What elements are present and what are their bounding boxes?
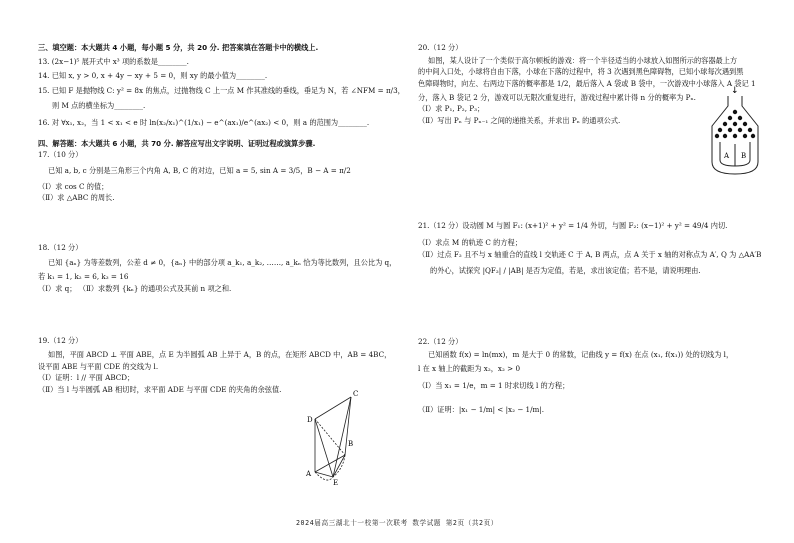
question-19-part1: （Ⅰ）证明：l // 平面 ABCD； bbox=[38, 373, 135, 382]
question-22-header: 22.（12 分） bbox=[418, 337, 463, 346]
question-21-part1: （Ⅰ）求点 M 的轨迹 C 的方程； bbox=[418, 238, 522, 247]
edge-de bbox=[315, 419, 333, 477]
question-22-line2: l 在 x 轴上的截距为 x₂，x₂ > 0 bbox=[418, 364, 521, 373]
section-3-heading: 三、填空题：本大题共 4 小题，每小题 5 分，共 20 分. 把答案填在答题卡中的横线上. bbox=[38, 43, 319, 52]
bag-a-label: A bbox=[724, 152, 730, 160]
question-17-stem: 已知 a, b, c 分别是三角形三个内角 A, B, C 的对边，已知 a = 5, sin A = 3/5，B − A = π/2 bbox=[48, 166, 351, 175]
label-d: D bbox=[307, 416, 313, 424]
question-15-line1: 15. 已知 F 是抛物线 C: y² = 8x 的焦点，过抛物线 C 上一点 M 作其准线的垂线，垂足为 N，若 ∠NFM = π/3， bbox=[38, 86, 405, 95]
question-21-part2: （Ⅱ）过点 F₂ 且不与 x 轴重合的直线 l 交轨迹 C 于 A, B 两点，点 A 关于 x 轴的对称点为 A′, Q 为 △AA′B bbox=[418, 250, 762, 259]
question-22-part2: （Ⅱ）证明：|x₁ − 1/m| < |x₂ − 1/m|. bbox=[418, 405, 545, 414]
question-16: 16. 对 ∀x₁, x₂，当 1 < x₁ < e 时 ln(x₂/x₁)^(1/x₁) − e^(ax₁)/e^(ax₂) < 0，则 a 的范围为________. bbox=[38, 118, 370, 127]
question-20-line2: 的中间入口处，小球将自由下落，小球在下落的过程中，将 3 次遇到黑色障碍物，已知小球每次遇到黑 bbox=[418, 67, 744, 76]
geometry-figure bbox=[295, 385, 375, 485]
question-20-line4: 分，落入 B 袋记 2 分，游戏可以无限次重复进行，游戏过程中累计得 n 分的概率为 Pₙ. bbox=[418, 93, 696, 102]
question-17-header: 17.（10 分） bbox=[38, 150, 83, 159]
question-18-parts: （Ⅰ）求 q； （Ⅱ）求数列 {kₙ} 的通项公式及其前 n 项之和. bbox=[38, 284, 232, 293]
question-19-stem: 如图，平面 ABCD ⊥ 平面 ABE，点 E 为半圆弧 AB 上异于 A，B 的点，在矩形 ABCD 中，AB = 4BC， bbox=[48, 350, 392, 359]
section-4-heading: 四、解答题：本大题共 6 小题，共 70 分. 解答应写出文字说明、证明过程或演算步骤. bbox=[38, 139, 316, 148]
label-b: B bbox=[348, 440, 354, 448]
question-19-header: 19.（12 分） bbox=[38, 336, 83, 345]
question-14: 14. 已知 x, y > 0, x + 4y − xy + 5 = 0，则 xy 的最小值为________. bbox=[38, 71, 268, 80]
label-a: A bbox=[306, 470, 312, 478]
question-17-part2: （Ⅱ）求 △ABC 的周长. bbox=[38, 193, 115, 202]
question-19-line2: 设平面 ABE 与平面 CDE 的交线为 l. bbox=[38, 362, 159, 371]
question-20-line1: 如图，某人设计了一个类似于高尔顿板的游戏：将一个半径适当的小球放入如图所示的容器最上方 bbox=[428, 56, 738, 65]
question-17-part1: （Ⅰ）求 cos C 的值； bbox=[38, 182, 109, 191]
question-13: 13. (2x−1)⁵ 展开式中 x³ 项的系数是________. bbox=[38, 57, 189, 66]
question-20-part2: （Ⅱ）写出 Pₙ 与 Pₙ₋₁ 之间的递推关系，并求出 Pₙ 的通项公式. bbox=[418, 116, 621, 125]
question-19-part2: （Ⅱ）当 l 与半圆弧 AB 相切时，求平面 ADE 与平面 CDE 的夹角的余弦值. bbox=[38, 385, 282, 394]
question-22-stem: 已知函数 f(x) = ln(mx)，m 是大于 0 的常数，记曲线 y = f(x) 在点 (x₁, f(x₁)) 处的切线为 l， bbox=[428, 350, 734, 359]
question-18-header: 18.（12 分） bbox=[38, 243, 83, 252]
question-21-part2-cont: 的外心，试探究 |QF₂| / |AB| 是否为定值，若是，求出该定值；若不是，请说明理由. bbox=[430, 266, 701, 275]
bag-b-label: B bbox=[741, 152, 747, 160]
question-22-part1: （Ⅰ）当 x₁ = 1/e，m = 1 时求切线 l 的方程； bbox=[418, 381, 570, 390]
edge-db-dashed bbox=[315, 419, 345, 455]
question-20-part1: （Ⅰ）求 P₁, P₂, P₃； bbox=[418, 104, 485, 113]
edge-ae bbox=[315, 472, 333, 477]
entry-arrow: ↓ bbox=[731, 86, 739, 96]
page-footer: 2024届高三湖北十一校第一次联考 数学试题 第2页（共2页） bbox=[295, 519, 498, 527]
galton-board-figure bbox=[706, 82, 764, 177]
question-18-condition: 若 k₁ = 1, k₂ = 6, k₃ = 16 bbox=[38, 272, 129, 281]
edge-dc bbox=[315, 397, 351, 419]
question-20-header: 20.（12 分） bbox=[418, 43, 463, 52]
obstacles bbox=[715, 110, 755, 138]
question-18-stem: 已知 {aₙ} 为等差数列，公差 d ≠ 0，{aₙ} 中的部分项 a_k₁, a_k₂, ……, a_kₙ 恰为等比数列，且公比为 q， bbox=[48, 258, 397, 267]
label-e: E bbox=[333, 479, 339, 487]
question-20-line3: 色障碍物时，向左、右两边下落的概率都是 1/2，最后落入 A 袋或 B 袋中，一次游戏中小球落入 A 袋记 1 bbox=[418, 79, 756, 88]
question-15-line2: 则 M 点的横坐标为________. bbox=[52, 101, 146, 110]
label-c: C bbox=[353, 390, 359, 398]
question-21-stem: 21.（12 分）设动圆 M 与圆 F₁: (x+1)² + y² = 1/4 外切，与圆 F₂: (x−1)² + y² = 49/4 内切. bbox=[418, 221, 728, 230]
